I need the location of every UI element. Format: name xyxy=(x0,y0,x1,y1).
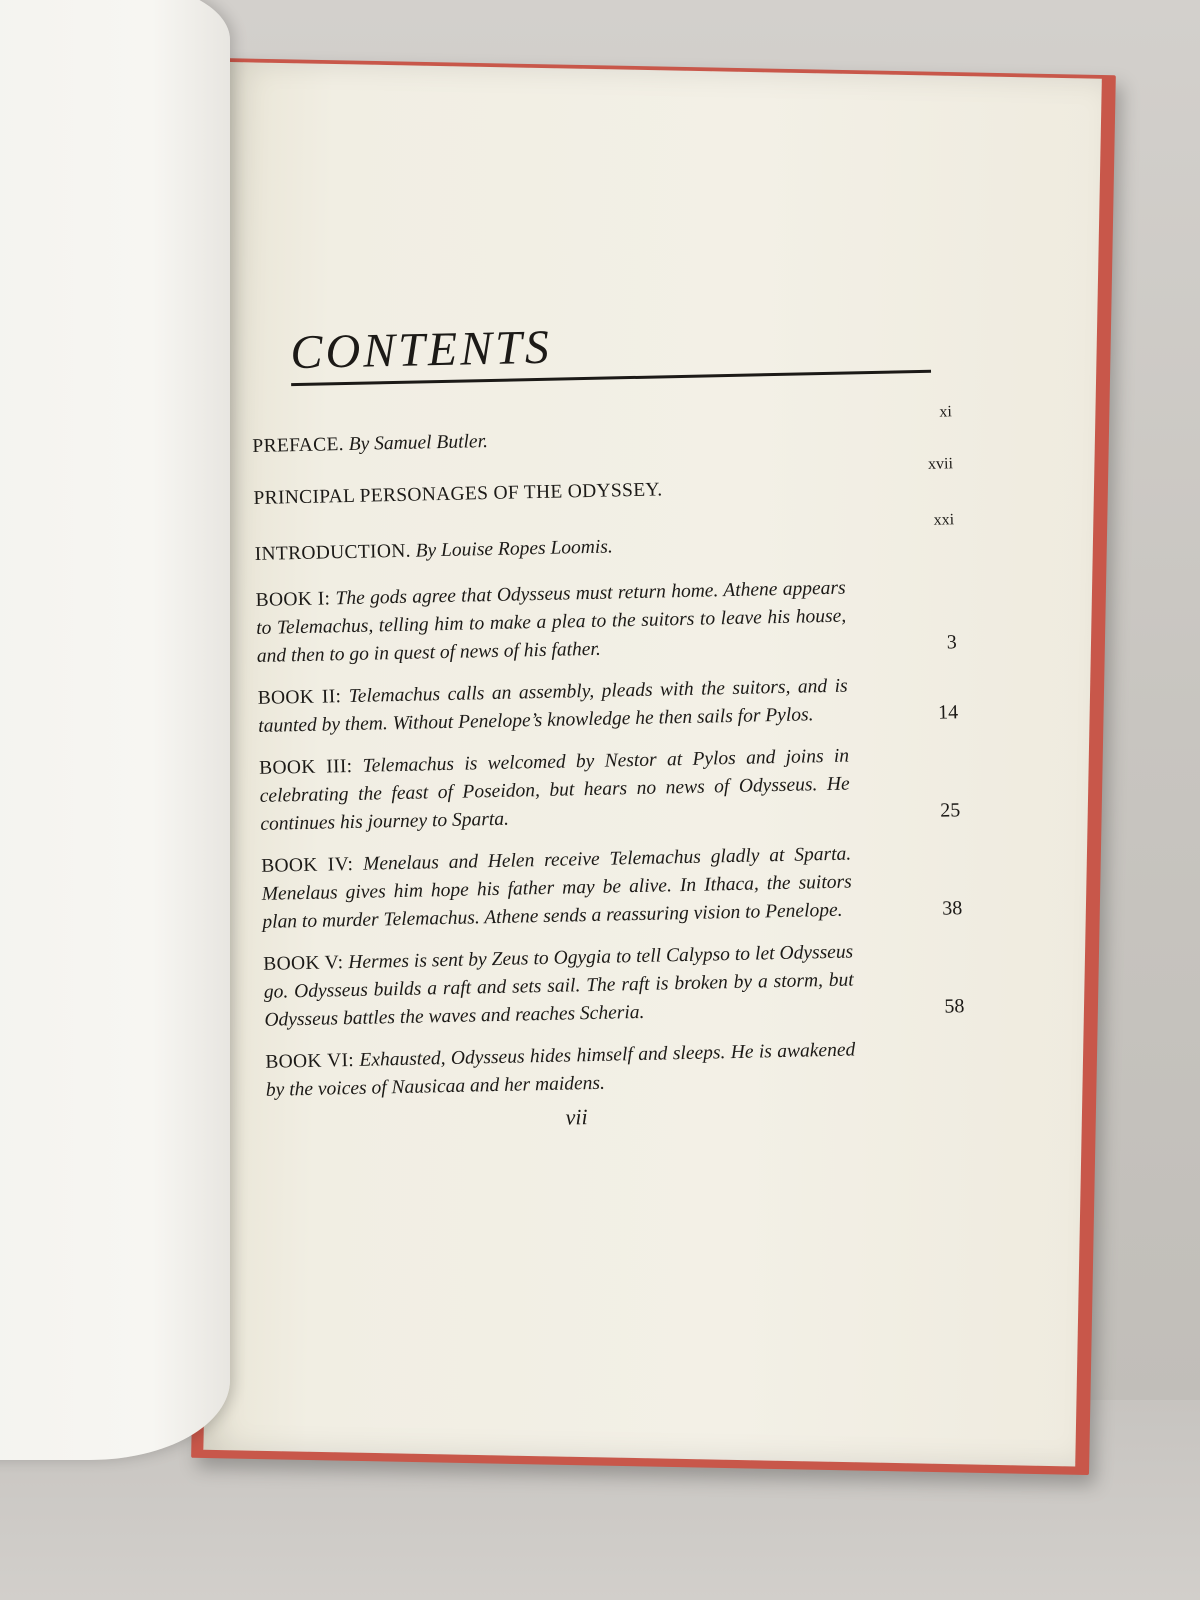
page-number: 14 xyxy=(937,701,959,724)
toc-entry-book-3 xyxy=(259,740,961,839)
toc-entry-book-1 xyxy=(255,572,957,671)
entry-label: BOOK I: xyxy=(255,588,331,611)
entry-label: BOOK III: xyxy=(258,755,353,779)
page-number: xvii xyxy=(927,455,954,473)
entry-label: PRINCIPAL PERSONAGES OF THE ODYSSEY. xyxy=(253,479,663,509)
entry-desc: Hermes is sent by Zeus to Ogygia to tell Calypso to let Odysseus go. Odysseus builds a raft and sets sail. The raft is broken by a storm, but Odysseus battles the waves and reaches Scheria. xyxy=(263,941,854,1031)
toc-entry-book-4 xyxy=(261,838,963,937)
entry-desc: Exhausted, Odysseus hides himself and sleeps. He is awakened by the voices of Nausicaa and her maidens. xyxy=(265,1039,856,1101)
left-page xyxy=(0,0,230,1460)
toc-entry-book-6 xyxy=(265,1034,966,1105)
entry-desc: By Samuel Butler. xyxy=(348,431,489,455)
entry-desc: By Louise Ropes Loomis. xyxy=(415,536,613,562)
entry-label: INTRODUCTION. xyxy=(254,540,411,565)
entry-label: BOOK VI: xyxy=(265,1049,355,1073)
page-number: xxi xyxy=(933,511,955,529)
entry-desc: Telemachus calls an assembly, pleads with the suitors, and is taunted by them. Without Penelope’s knowledge he then sails for Pylos. xyxy=(258,675,848,737)
entry-label: PREFACE. xyxy=(252,434,345,457)
toc-entry-personages xyxy=(253,455,954,513)
entry-desc: Menelaus and Helen receive Telemachus gladly at Sparta. Menelaus gives him hope his father may be alive. In Ithaca, the suitors plan to murder Telemachus. Athene sends a reassuring vision to Penelope. xyxy=(261,843,852,933)
entry-label: BOOK IV: xyxy=(261,853,354,877)
page-folio: vii xyxy=(565,1104,588,1130)
toc-entry-preface xyxy=(252,403,953,461)
contents-page xyxy=(250,315,967,1136)
entry-desc: The gods agree that Odysseus must return home. Athene appears to Telemachus, telling him to make a plea to the suitors to leave his house, and then to go in quest of news of his father. xyxy=(256,577,847,667)
page-number: xi xyxy=(939,403,953,421)
contents-heading: CONTENTS xyxy=(289,320,553,380)
entry-label: BOOK II: xyxy=(257,686,342,709)
page-number: 38 xyxy=(942,897,963,920)
entry-desc: Telemachus is welcomed by Nestor at Pylos and joins in celebrating the feast of Poseidon, but hears no news of Odysseus. He continues his journey to Sparta. xyxy=(259,745,850,835)
page-number: 25 xyxy=(939,799,961,822)
page-number: 58 xyxy=(944,995,965,1018)
entry-label: BOOK V: xyxy=(263,952,344,975)
toc-entry-book-2 xyxy=(257,670,958,741)
toc-entry-book-5 xyxy=(263,936,965,1035)
page-number: 3 xyxy=(946,631,957,654)
toc-entry-introduction xyxy=(254,511,955,569)
